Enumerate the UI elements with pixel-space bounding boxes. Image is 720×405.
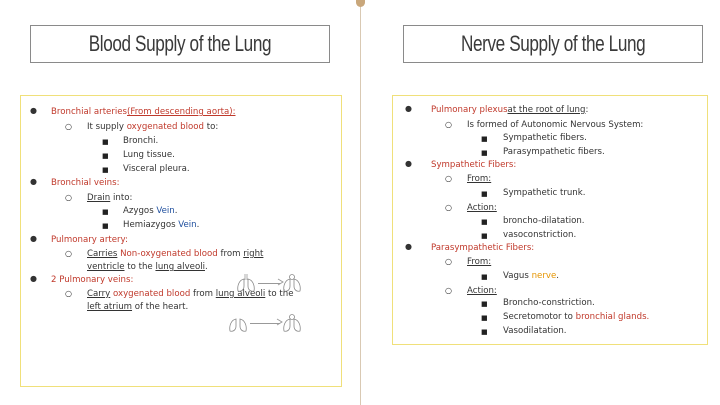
vagus-pre: Vagus <box>503 271 529 281</box>
square-bullet: ■ <box>481 190 488 198</box>
nerve-supply-title-box <box>403 25 703 63</box>
verb: Carry <box>87 289 111 299</box>
drain-line <box>87 193 132 204</box>
square-bullet: ■ <box>102 152 109 160</box>
action-item: broncho-dilatation. <box>503 216 585 226</box>
lung-alveoli: lung alveoli <box>215 289 266 299</box>
square-bullet: ■ <box>481 273 488 281</box>
from-label: From: <box>467 174 492 184</box>
azygos-line <box>123 206 177 217</box>
action-label: Action: <box>467 203 497 213</box>
square-bullet: ■ <box>102 222 109 230</box>
pulmonary-veins-line2 <box>87 302 188 313</box>
supply-line <box>87 122 218 133</box>
vein-pre: Azygos <box>123 206 154 216</box>
lung-icon <box>236 272 256 294</box>
supply-verb: It supply <box>87 122 124 132</box>
plexus-heading <box>431 105 588 116</box>
center-divider <box>360 0 361 405</box>
supply-tail: to: <box>206 122 219 132</box>
pulmonary-veins-heading: 2 Pulmonary veins: <box>51 275 134 285</box>
square-bullet: ■ <box>481 135 488 143</box>
fiber-item: Sympathetic fibers. <box>503 133 587 143</box>
square-bullet: ■ <box>102 138 109 146</box>
heart-lung-icon <box>282 272 302 294</box>
bullet-dot: ● <box>30 274 37 283</box>
action-item: Vasodilatation. <box>503 326 567 336</box>
lung-alveoli: lung alveoli <box>155 262 205 272</box>
fiber-item: Parasympathetic fibers. <box>503 147 605 157</box>
pulmonary-artery-line2 <box>87 262 208 273</box>
from: from <box>220 249 241 259</box>
square-bullet: ■ <box>481 328 488 336</box>
colored: Non-oxygenated blood <box>120 249 218 259</box>
sub-bullet: ○ <box>445 203 452 212</box>
bullet-dot: ● <box>30 234 37 243</box>
tail: of the heart. <box>134 302 189 312</box>
vein-colored: Vein <box>156 206 175 216</box>
hemiazygos-line <box>123 220 199 231</box>
from: from <box>193 289 214 299</box>
supply-colored: oxygenated blood <box>126 122 204 132</box>
sympathetic-heading: Sympathetic Fibers: <box>431 160 517 170</box>
colored: oxygenated blood <box>113 289 191 299</box>
vagus-line <box>503 271 559 282</box>
action-label: Action: <box>467 286 497 296</box>
sub-bullet: ○ <box>445 174 452 183</box>
dot: . <box>196 220 200 230</box>
divider-tab <box>356 0 365 7</box>
sub-bullet: ○ <box>65 249 72 258</box>
drain-verb: Drain <box>87 193 111 203</box>
secretomotor-pre: Secretomotor to <box>503 312 573 322</box>
sub-bullet: ○ <box>65 289 72 298</box>
heading-note: (From descending aorta): <box>127 107 236 117</box>
to-the: to the <box>127 262 153 272</box>
target-item: Lung tissue. <box>123 150 175 160</box>
bullet-dot: ● <box>405 242 412 251</box>
plexus-head: Pulmonary plexus <box>431 105 508 115</box>
plexus-sub: Is formed of Autonomic Nervous System: <box>467 120 644 130</box>
square-bullet: ■ <box>481 314 488 322</box>
drain-tail: into: <box>113 193 133 203</box>
secretomotor-line <box>503 312 649 323</box>
target-item: Visceral pleura. <box>123 164 190 174</box>
sub-bullet: ○ <box>445 286 452 295</box>
bullet-dot: ● <box>405 104 412 113</box>
vein-colored: Vein <box>178 220 197 230</box>
square-bullet: ■ <box>481 232 488 240</box>
blood-supply-title: Blood Supply of the Lung <box>88 31 272 56</box>
blood-supply-title-box <box>30 25 330 63</box>
bullet-dot: ● <box>30 177 37 186</box>
plexus-underlined: at the root of lung <box>507 105 586 115</box>
target-item: Bronchi. <box>123 136 159 146</box>
heart-lung-icon <box>228 312 248 334</box>
pulmonary-artery-heading: Pulmonary artery: <box>51 235 128 245</box>
square-bullet: ■ <box>481 149 488 157</box>
to-the: to the <box>268 289 294 299</box>
secretomotor-colored: bronchial glands. <box>575 312 650 322</box>
square-bullet: ■ <box>102 166 109 174</box>
action-item: Broncho-constriction. <box>503 298 595 308</box>
pulmonary-artery-line1 <box>87 249 263 260</box>
ventricle: ventricle <box>87 262 125 272</box>
square-bullet: ■ <box>481 218 488 226</box>
bronchial-arteries-heading <box>51 107 236 118</box>
dot: . <box>174 206 178 216</box>
sub-bullet: ○ <box>65 122 72 131</box>
nerve-supply-title: Nerve Supply of the Lung <box>460 31 646 56</box>
plexus-tail: : <box>585 105 589 115</box>
bullet-dot: ● <box>405 159 412 168</box>
sub-bullet: ○ <box>445 120 452 129</box>
parasympathetic-heading: Parasympathetic Fibers: <box>431 243 535 253</box>
bullet-dot: ● <box>30 106 37 115</box>
right: right <box>243 249 264 259</box>
verb: Carries <box>87 249 118 259</box>
vein-pre: Hemiazygos <box>123 220 176 230</box>
square-bullet: ■ <box>481 300 488 308</box>
dot: . <box>556 271 559 281</box>
square-bullet: ■ <box>102 208 109 216</box>
dot: . <box>204 262 208 272</box>
sub-bullet: ○ <box>65 193 72 202</box>
pulmonary-veins-line1 <box>87 289 294 300</box>
heart-lung-icon <box>282 312 302 334</box>
heading-text: Bronchial arteries <box>51 107 128 117</box>
bronchial-veins-heading: Bronchial veins: <box>51 178 120 188</box>
from-item: Sympathetic trunk. <box>503 188 586 198</box>
action-item: vasoconstriction. <box>503 230 577 240</box>
from-label: From: <box>467 257 492 267</box>
sub-bullet: ○ <box>445 257 452 266</box>
vagus-colored: nerve <box>531 271 557 281</box>
left-atrium: left atrium <box>87 302 133 312</box>
